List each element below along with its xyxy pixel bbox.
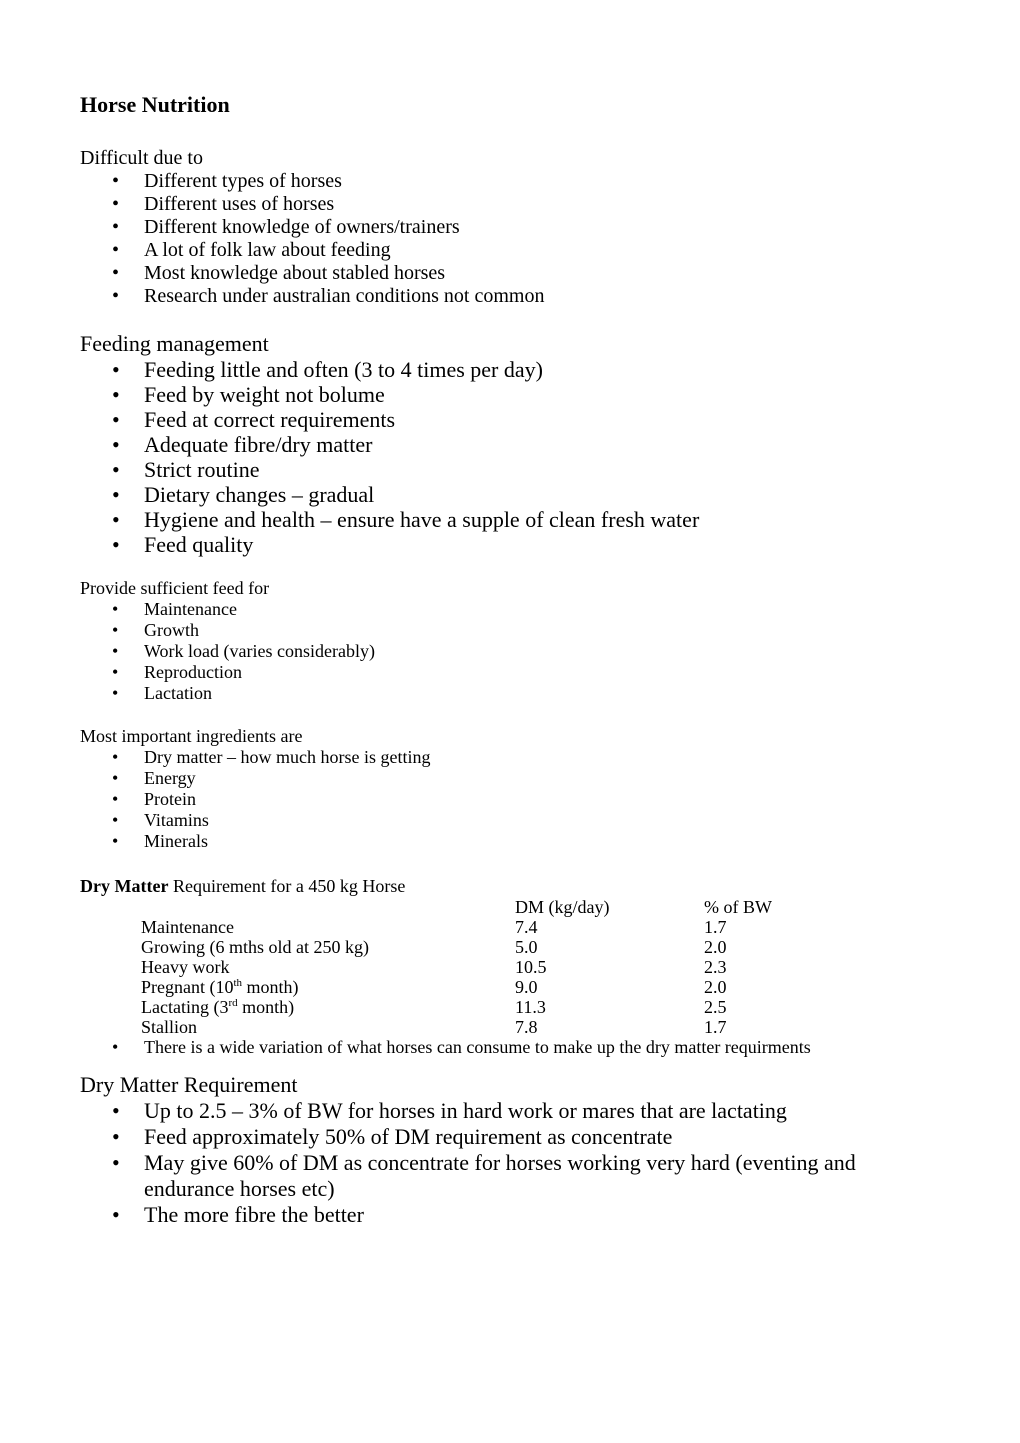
row-label-superscript: th	[233, 977, 243, 989]
dm-value: 9.0	[515, 977, 538, 997]
bullet-icon: •	[112, 1098, 120, 1123]
list-item-text: Minerals	[144, 831, 208, 851]
bullet-icon: •	[112, 747, 119, 767]
dm-value: 11.3	[515, 997, 546, 1017]
list-item	[80, 507, 924, 532]
bullet-icon: •	[112, 407, 120, 432]
list-item	[80, 683, 924, 704]
list-item	[80, 747, 924, 768]
bullet-icon: •	[112, 599, 119, 619]
row-label-end: month)	[242, 977, 299, 997]
list-item	[80, 641, 924, 662]
row-label-text: Pregnant (10	[141, 977, 234, 997]
list-item	[80, 599, 924, 620]
list-item-text: Adequate fibre/dry matter	[144, 432, 373, 457]
bullet-icon: •	[112, 662, 119, 682]
bullet-icon: •	[112, 1124, 120, 1149]
list-item-text: May give 60% of DM as concentrate for horses working very hard (eventing and endurance horses etc)	[144, 1150, 856, 1201]
list-item-text: Feeding little and often (3 to 4 times per day)	[144, 357, 543, 382]
section-heading: Feeding management	[80, 331, 269, 356]
list-item	[80, 239, 924, 262]
list-item	[80, 193, 924, 216]
list-item	[80, 831, 924, 852]
table-heading	[80, 876, 924, 897]
bullet-icon: •	[112, 641, 119, 661]
bullet-icon: •	[112, 810, 119, 830]
bw-value: 2.5	[704, 997, 727, 1017]
row-label-text: Lactating (3	[141, 997, 229, 1017]
list-item-text: Energy	[144, 768, 196, 788]
row-label-text: Heavy work	[141, 957, 230, 977]
section-feeding-management	[80, 331, 924, 557]
bullet-icon: •	[112, 285, 120, 307]
table-note	[80, 1037, 924, 1058]
list-item	[80, 357, 924, 382]
row-label	[141, 997, 515, 1017]
dm-value: 7.4	[515, 917, 538, 937]
bw-value: 1.7	[704, 917, 727, 937]
bullet-icon: •	[112, 357, 120, 382]
table-heading-rest: Requirement for a 450 kg Horse	[168, 876, 406, 896]
list-item-text: Dry matter – how much horse is getting	[144, 747, 431, 767]
bw-value: 2.0	[704, 977, 727, 997]
table-row	[80, 917, 924, 937]
list-item-text: Reproduction	[144, 662, 242, 682]
row-label	[141, 917, 515, 937]
list-item-text: Research under australian conditions not common	[144, 285, 545, 307]
table-row	[80, 1017, 924, 1037]
list-item	[80, 620, 924, 641]
list-item-text: Feed at correct requirements	[144, 407, 396, 432]
section-heading: Dry Matter Requirement	[80, 1072, 298, 1097]
list-item-text: Lactation	[144, 683, 212, 703]
table-heading-bold: Dry Matter	[80, 876, 169, 896]
row-label	[141, 937, 515, 957]
table-note-text: There is a wide variation of what horses can consume to make up the dry matter requirments	[144, 1037, 811, 1057]
section-difficult-due-to	[80, 147, 924, 308]
bullet-icon: •	[112, 1037, 119, 1057]
table-row	[80, 957, 924, 977]
list-item-text: Different types of horses	[144, 170, 342, 192]
list-item	[80, 1202, 924, 1228]
list-item-text: Most knowledge about stabled horses	[144, 262, 446, 284]
list-item	[80, 1098, 924, 1124]
bw-value: 1.7	[704, 1017, 727, 1037]
bullet-icon: •	[112, 789, 119, 809]
section-dry-matter-requirement	[80, 1072, 924, 1228]
list-item-text: Vitamins	[144, 810, 209, 830]
bullet-icon: •	[112, 382, 120, 407]
bullet-icon: •	[112, 1202, 120, 1227]
dm-value: 10.5	[515, 957, 547, 977]
bullet-icon: •	[112, 193, 120, 215]
list-item-text: Strict routine	[144, 457, 260, 482]
bullet-icon: •	[112, 507, 120, 532]
list-item-text: Protein	[144, 789, 196, 809]
list-item-text: Growth	[144, 620, 199, 640]
section-dry-matter-table	[80, 876, 924, 1058]
row-label-text: Growing (6 mths old at 250 kg)	[141, 937, 369, 957]
list-item-text: The more fibre the better	[144, 1202, 364, 1227]
list-item	[80, 170, 924, 193]
list-item-text: Different knowledge of owners/trainers	[144, 216, 460, 238]
list-item	[80, 1150, 924, 1202]
table-column-header-dm: DM (kg/day)	[515, 897, 610, 917]
section-heading: Most important ingredients are	[80, 726, 303, 746]
table-row	[80, 937, 924, 957]
bullet-icon: •	[112, 620, 119, 640]
list-item	[80, 432, 924, 457]
bullet-icon: •	[112, 768, 119, 788]
section-heading: Provide sufficient feed for	[80, 578, 270, 598]
list-item	[80, 216, 924, 239]
list-item	[80, 662, 924, 683]
document-title: Horse Nutrition	[80, 92, 230, 117]
list-item	[80, 457, 924, 482]
bullet-icon: •	[112, 432, 120, 457]
table-header-row	[80, 897, 924, 917]
list-item-text: Different uses of horses	[144, 193, 335, 215]
list-item	[80, 532, 924, 557]
bullet-icon: •	[112, 216, 120, 238]
table-header-spacer	[141, 897, 515, 917]
dm-value: 7.8	[515, 1017, 538, 1037]
list-item-text: Feed by weight not bolume	[144, 382, 385, 407]
list-item-text: Feed quality	[144, 532, 254, 557]
section-most-important-ingredients	[80, 726, 924, 852]
section-provide-sufficient-feed	[80, 578, 924, 704]
bullet-icon: •	[112, 1150, 120, 1175]
list-item-text: A lot of folk law about feeding	[144, 239, 391, 261]
list-item	[80, 407, 924, 432]
bullet-icon: •	[112, 457, 120, 482]
row-label	[141, 1017, 515, 1037]
bullet-icon: •	[112, 831, 119, 851]
row-label	[141, 977, 515, 997]
list-item-text: Feed approximately 50% of DM requirement as concentrate	[144, 1124, 673, 1149]
row-label-text: Stallion	[141, 1017, 198, 1037]
table-row	[80, 977, 924, 997]
bullet-icon: •	[112, 482, 120, 507]
table-column-header-bw: % of BW	[704, 897, 772, 917]
list-item	[80, 810, 924, 831]
bw-value: 2.0	[704, 937, 727, 957]
list-item-text: Work load (varies considerably)	[144, 641, 375, 661]
table-row	[80, 997, 924, 1017]
bullet-icon: •	[112, 262, 120, 284]
section-heading: Difficult due to	[80, 147, 203, 169]
list-item-text: Dietary changes – gradual	[144, 482, 375, 507]
bullet-icon: •	[112, 532, 120, 557]
list-item-text: Up to 2.5 – 3% of BW for horses in hard work or mares that are lactating	[144, 1098, 787, 1123]
list-item	[80, 482, 924, 507]
bullet-icon: •	[112, 170, 120, 192]
list-item	[80, 262, 924, 285]
list-item-text: Hygiene and health – ensure have a supple of clean fresh water	[144, 507, 700, 532]
list-item	[80, 768, 924, 789]
dm-value: 5.0	[515, 937, 538, 957]
row-label-superscript: rd	[228, 997, 238, 1009]
row-label-end: month)	[237, 997, 295, 1017]
list-item	[80, 285, 924, 308]
row-label	[141, 957, 515, 977]
bullet-icon: •	[112, 239, 120, 261]
bullet-icon: •	[112, 683, 119, 703]
list-item	[80, 382, 924, 407]
list-item	[80, 1124, 924, 1150]
list-item-text: Maintenance	[144, 599, 237, 619]
row-label-text: Maintenance	[141, 917, 234, 937]
list-item	[80, 789, 924, 810]
bw-value: 2.3	[704, 957, 727, 977]
